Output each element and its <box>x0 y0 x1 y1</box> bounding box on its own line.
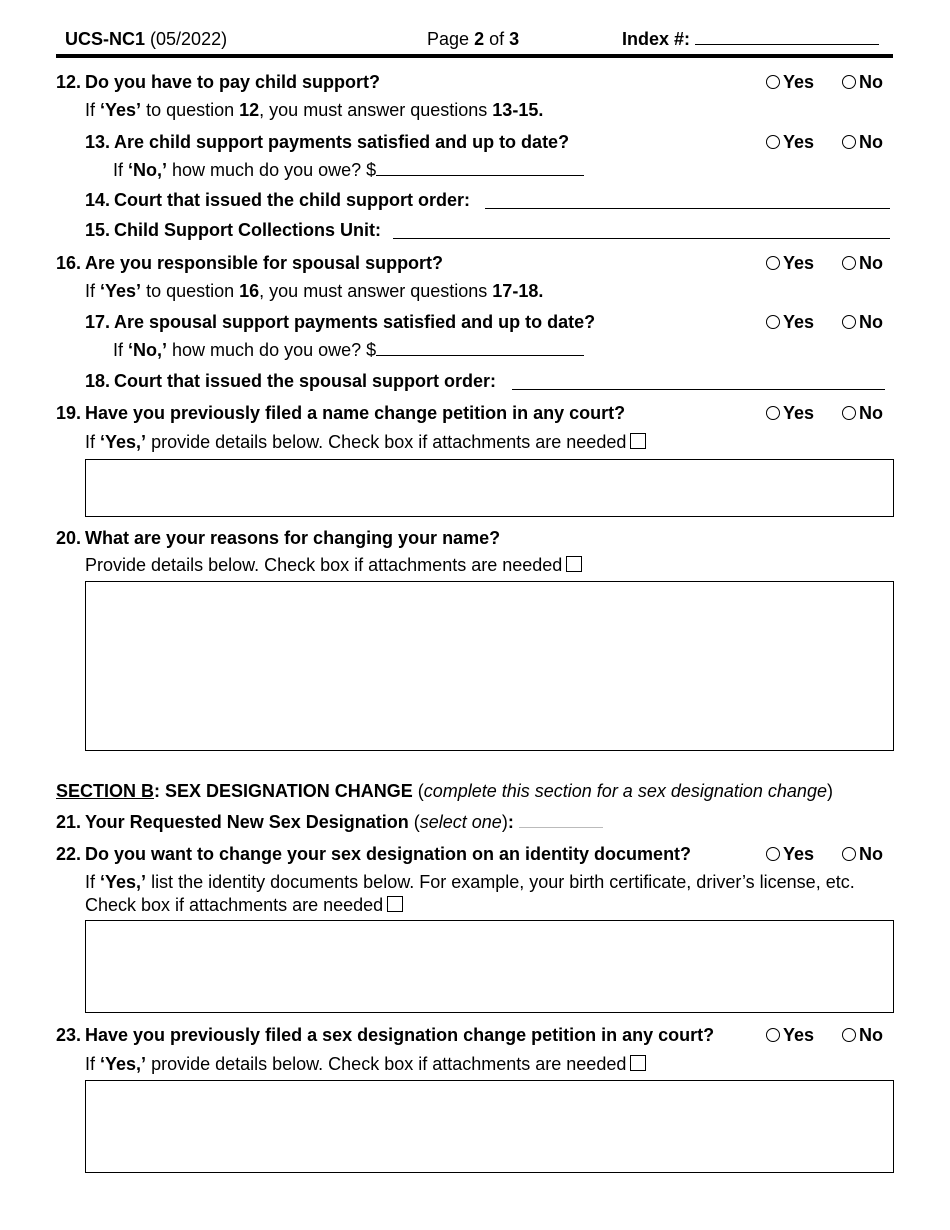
question-16: 16. Are you responsible for spousal support? <box>56 253 444 273</box>
form-date: (05/2022) <box>150 29 228 49</box>
q20-attachments-checkbox[interactable] <box>566 556 582 572</box>
q12-no-radio[interactable] <box>842 75 856 89</box>
q19-instruction: If ‘Yes,’ provide details below. Check box if attachments are needed <box>85 431 646 453</box>
section-b-heading: SECTION B: SEX DESIGNATION CHANGE (complete this section for a sex designation change) <box>56 781 833 801</box>
q23-details-textbox[interactable] <box>85 1080 894 1173</box>
q17-yes-option[interactable]: Yes <box>766 311 814 333</box>
question-20: 20. What are your reasons for changing your name? <box>56 528 501 548</box>
q17-instruction: If ‘No,’ how much do you owe? $ <box>113 339 584 361</box>
q16-instruction: If ‘Yes’ to question 16, you must answer questions 17-18. <box>85 281 544 301</box>
q13-no-radio[interactable] <box>842 135 856 149</box>
q20-reasons-textbox[interactable] <box>85 581 894 751</box>
q19-details-textbox[interactable] <box>85 459 894 517</box>
question-18: 18. Court that issued the spousal support order: <box>85 371 497 391</box>
question-19: 19. Have you previously filed a name change petition in any court? <box>56 403 626 423</box>
question-23: 23. Have you previously filed a sex designation change petition in any court? <box>56 1025 715 1045</box>
header-rule <box>56 54 893 58</box>
q22-no-radio[interactable] <box>842 847 856 861</box>
question-14: 14. Court that issued the child support order: <box>85 190 471 210</box>
question-13: 13. Are child support payments satisfied and up to date? <box>85 132 570 152</box>
q22-yes-option[interactable]: Yes <box>766 843 814 865</box>
q17-amount-owed-field[interactable] <box>376 340 584 356</box>
q17-yes-radio[interactable] <box>766 315 780 329</box>
header-form-id <box>65 28 227 50</box>
q23-no-radio[interactable] <box>842 1028 856 1042</box>
q12-yes-radio[interactable] <box>766 75 780 89</box>
q12-yes-option[interactable]: Yes <box>766 71 814 93</box>
q16-no-option[interactable]: No <box>842 252 883 274</box>
q13-yes-option[interactable]: Yes <box>766 131 814 153</box>
q19-yes-option[interactable]: Yes <box>766 402 814 424</box>
q13-yes-radio[interactable] <box>766 135 780 149</box>
q20-instruction: Provide details below. Check box if attachments are needed <box>85 554 582 576</box>
q23-instruction: If ‘Yes,’ provide details below. Check box if attachments are needed <box>85 1053 646 1075</box>
q23-no-option[interactable]: No <box>842 1024 883 1046</box>
q19-no-option[interactable]: No <box>842 402 883 424</box>
form-code: UCS-NC1 <box>65 29 146 49</box>
question-17: 17. Are spousal support payments satisfied and up to date? <box>85 312 596 332</box>
q19-yes-radio[interactable] <box>766 406 780 420</box>
q23-yes-option[interactable]: Yes <box>766 1024 814 1046</box>
q16-no-radio[interactable] <box>842 256 856 270</box>
q17-no-radio[interactable] <box>842 315 856 329</box>
question-21: 21. Your Requested New Sex Designation (select one): <box>56 811 603 833</box>
q12-instruction: If ‘Yes’ to question 12, you must answer questions 13-15. <box>85 100 544 120</box>
q22-instruction: If ‘Yes,’ list the identity documents below. For example, your birth certificate, driver’s license, etc. <box>85 872 855 892</box>
q19-attachments-checkbox[interactable] <box>630 433 646 449</box>
question-12: 12. Do you have to pay child support? <box>56 72 381 92</box>
q12-no-option[interactable]: No <box>842 71 883 93</box>
q17-no-option[interactable]: No <box>842 311 883 333</box>
q23-attachments-checkbox[interactable] <box>630 1055 646 1071</box>
q22-instruction-attachments: Check box if attachments are needed <box>85 894 403 916</box>
question-15: 15. Child Support Collections Unit: <box>85 220 381 240</box>
index-number-field[interactable] <box>695 29 879 45</box>
header-page-number: Page 2 of 3 <box>427 29 520 49</box>
q13-no-option[interactable]: No <box>842 131 883 153</box>
q14-court-field[interactable] <box>485 193 890 209</box>
header-index <box>622 28 879 50</box>
question-22: 22. Do you want to change your sex designation on an identity document? <box>56 844 692 864</box>
q16-yes-radio[interactable] <box>766 256 780 270</box>
q19-no-radio[interactable] <box>842 406 856 420</box>
q21-sex-designation-select[interactable] <box>519 812 603 828</box>
q18-court-field[interactable] <box>512 374 885 390</box>
q22-identity-documents-textbox[interactable] <box>85 920 894 1013</box>
index-label: Index #: <box>622 29 691 49</box>
q16-yes-option[interactable]: Yes <box>766 252 814 274</box>
q13-instruction: If ‘No,’ how much do you owe? $ <box>113 159 584 181</box>
q22-attachments-checkbox[interactable] <box>387 896 403 912</box>
q13-amount-owed-field[interactable] <box>376 160 584 176</box>
q15-collections-unit-field[interactable] <box>393 223 890 239</box>
q22-yes-radio[interactable] <box>766 847 780 861</box>
q22-no-option[interactable]: No <box>842 843 883 865</box>
q23-yes-radio[interactable] <box>766 1028 780 1042</box>
